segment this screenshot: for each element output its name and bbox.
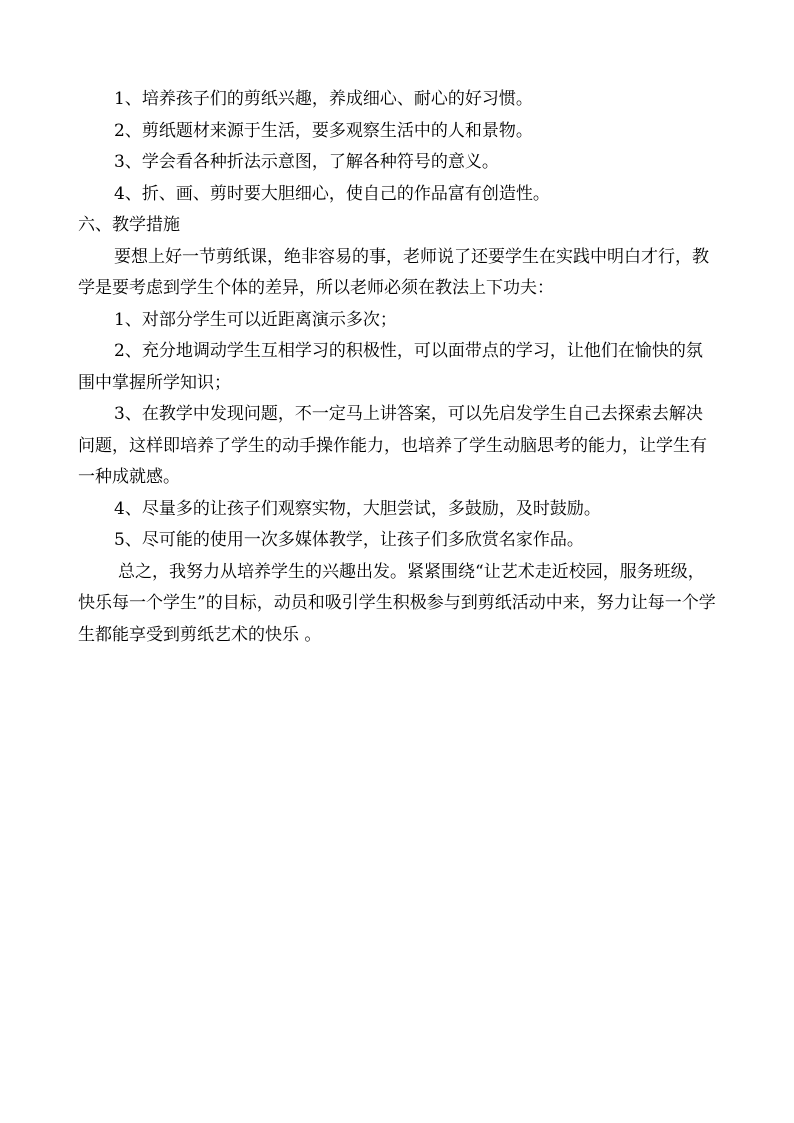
goal-item-1: 1、培养孩子们的剪纸兴趣，养成细心、耐心的好习惯。 [114,89,533,109]
section-intro-paragraph: 要想上好一节剪纸课，绝非容易的事，老师说了还要学生在实践中明白才行，教学是要考虑到学生个体的差异，所以老师必须在教法上下功夫： [78,246,709,298]
measure-item-2: 2、充分地调动学生互相学习的积极性，可以面带点的学习，让他们在愉快的氛围中掌握所学知识； [78,341,703,393]
measure-item-1: 1、对部分学生可以近距离演示多次； [114,309,397,330]
measure-item-5: 5、尽可能的使用一次多媒体教学，让孩子们多欣赏名家作品。 [114,530,584,550]
measure-item-4: 4、尽量多的让孩子们观察实物，大胆尝试，多鼓励，及时鼓励。 [114,498,601,519]
measure-item-3: 3、在教学中发现问题，不一定马上讲答案，可以先启发学生自己去探索去解决问题，这样即培养了学生的动手操作能力，也培养了学生动脑思考的能力，让学生有一种成就感。 [78,404,707,487]
summary-paragraph: 总之，我努力从培养学生的兴趣出发。紧紧围绕“让艺术走近校园，服务班级，快乐每一个学生”的目标，动员和吸引学生积极参与到剪纸活动中来，努力让每一个学生都能享受到剪纸艺术的快乐 。 [78,561,716,645]
section-heading-teaching-measures: 六、教学措施 [78,215,180,235]
goal-item-4: 4、折、画、剪时要大胆细心，使自己的作品富有创造性。 [114,183,550,204]
document-body [78,84,718,651]
goal-item-2: 2、剪纸题材来源于生活，要多观察生活中的人和景物。 [114,120,533,141]
goal-item-3: 3、学会看各种折法示意图，了解各种符号的意义。 [114,152,499,172]
